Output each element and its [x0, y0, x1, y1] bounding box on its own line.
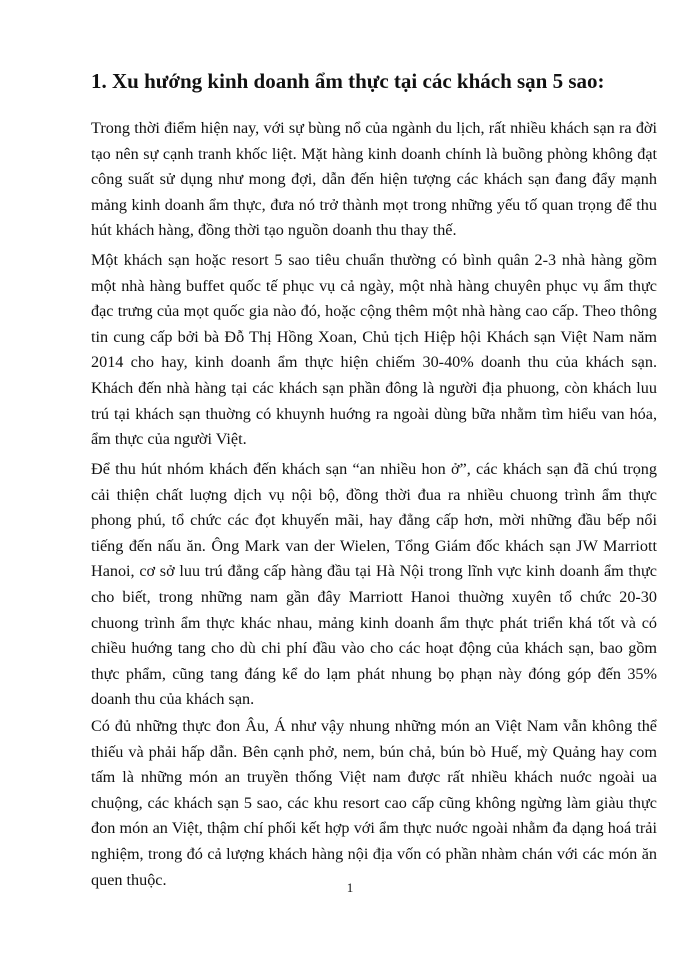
- page-number: 1: [346, 880, 354, 895]
- paragraph-4: Có đủ những thực đon Âu, Á như vậy nhung những món an Việt Nam vẫn không thể thiếu và phải hấp dẫn. Bên cạnh phở, nem, bún chả, bún bò Huế, mỳ Quảng hay com tấm là những món an truyền thống Việt nam được rất nhiều khách nuớc ngoài ua chuộng, các khách sạn 5 sao, các khu resort cao cấp cũng không ngừng làm giàu thực đon món an Việt, thậm chí phối kết hợp với ẩm thực nuớc ngoài nhằm đa dạng hoá trải nghiệm, trong đó cả lượng khách hàng nội địa vốn có phần nhàm chán với các món ăn quen thuộc.: [91, 717, 657, 889]
- paragraph-1: Trong thời điểm hiện nay, với sự bùng nổ của ngành du lịch, rất nhiều khách sạn ra đời tạo nên sự cạnh tranh khốc liệt. Mặt hàng kinh doanh chính là buồng phòng không đạt công suất sử dụng như mong đợi, dẫn đến hiện tượng các khách sạn đang đẩy mạnh mảng kinh doanh ẩm thực, đưa nó trở thành mọt trong những yếu tố quan trọng để thu hút khách hàng, đồng thời tạo nguồn doanh thu thay thế.: [91, 119, 657, 240]
- section-heading: 1. Xu hướng kinh doanh ẩm thực tại các khách sạn 5 sao:: [91, 69, 605, 93]
- paragraph-3: Để thu hút nhóm khách đến khách sạn “an nhiều hon ở”, các khách sạn đã chú trọng cải thiện chất luợng dịch vụ nội bộ, đồng thời đua ra nhiều chuong trình ẩm thực phong phú, tổ chức các đọt khuyến mãi, hay đẳng cấp hơn, mời những đầu bếp nổi tiếng đến nấu ăn. Ông Mark van der Wielen, Tổng Giám đốc khách sạn JW Marriott Hanoi, cơ sở luu trú đẳng cấp hàng đầu tại Hà Nội trong lĩnh vực kinh doanh ẩm thực cho biết, trong những nam gần đây Marriott Hanoi thuờng xuyên tổ chức 20-30 chuong trình ẩm thực khác nhau, mảng kinh doanh ẩm thực phát triển khá tốt và có chiều huớng tang cho dù chi phí đầu vào cho các hoạt động của khách sạn, bao gồm thực phẩm, cũng tang đáng kể do lạm phát nhung bọ phạn này đóng góp đến 35% doanh thu của khách sạn.: [91, 460, 657, 709]
- paragraph-2: Một khách sạn hoặc resort 5 sao tiêu chuẩn thường có bình quân 2-3 nhà hàng gồm một nhà hàng buffet quốc tế phục vụ cả ngày, một nhà hàng chuyên phục vụ ẩm thực đạc trưng của mọt quốc gia nào đó, hoặc cộng thêm một nhà hàng cao cấp. Theo thông tin cung cấp bởi bà Đỗ Thị Hồng Xoan, Chủ tịch Hiệp hội Khách sạn Việt Nam năm 2014 cho hay, kinh doanh ẩm thực hiện chiếm 30-40% doanh thu của khách sạn. Khách đến nhà hàng tại các khách sạn phần đông là người địa phuong, còn khách luu trú tại khách sạn thuờng có khuynh huớng ra ngoài dùng bữa nhằm tìm hiểu van hóa, ẩm thực của người Việt.: [91, 251, 657, 449]
